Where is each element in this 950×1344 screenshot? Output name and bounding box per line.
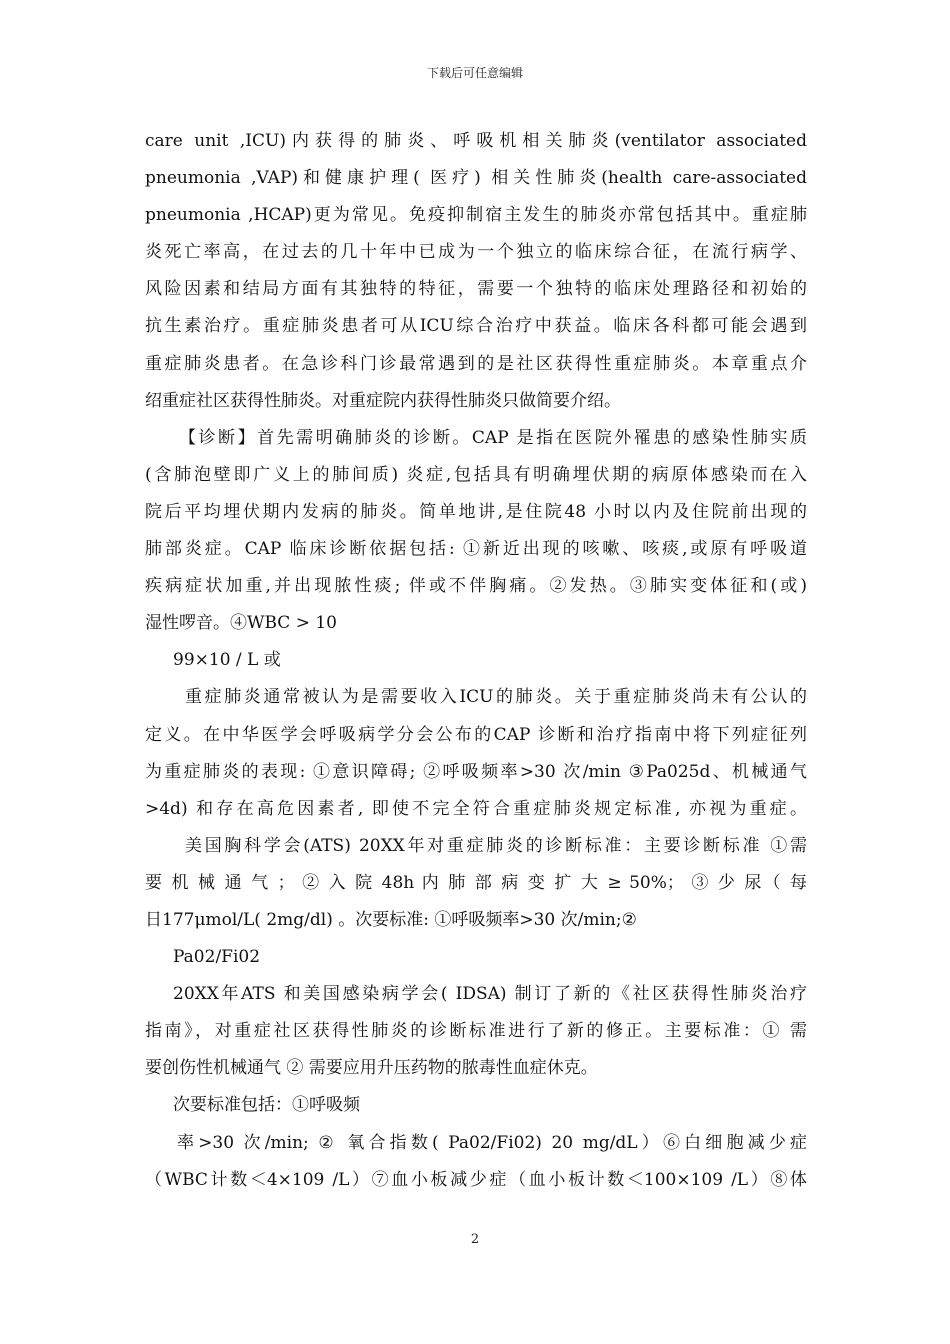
text-line: 炎死亡率高，在过去的几十年中已成为一个独立的临床综合征，在流行病学、 bbox=[145, 242, 807, 263]
text-line: 定义。在中华医学会呼吸病学分会公布的CAP 诊断和治疗指南中将下列症征列 bbox=[145, 724, 807, 745]
text-line: （WBC计数＜4×109 /L）⑦血小板减少症（血小板计数＜100×109 /L）⑧体 bbox=[145, 1169, 807, 1190]
text-line: 20XX年ATS 和美国感染病学会( IDSA) 制订了新的《社区获得性肺炎治疗 bbox=[173, 984, 807, 1005]
text-line: (含肺泡壁即广义上的肺间质) 炎症,包括具有明确埋伏期的病原体感染而在入 bbox=[145, 464, 807, 485]
text-line: 院后平均埋伏期内发病的肺炎。简单地讲,是住院48 小时以内及住院前出现的 bbox=[145, 501, 807, 522]
text-line: 肺部炎症。CAP 临床诊断依据包括: ①新近出现的咳嗽、咳痰,或原有呼吸道 bbox=[145, 539, 807, 560]
text-line: 绍重症社区获得性肺炎。对重症院内获得性肺炎只做简要介绍。 bbox=[145, 390, 621, 411]
body-text bbox=[145, 123, 807, 1199]
text-line: 风险因素和结局方面有其独特的特征，需要一个独特的临床处理路径和初始的 bbox=[145, 279, 807, 300]
text-line: 美国胸科学会(ATS) 20XX年对重症肺炎的诊断标准：主要诊断标准 ①需 bbox=[185, 835, 807, 856]
text-line: 为重症肺炎的表现: ①意识障碍; ②呼吸频率>30 次/min ③Pa025d、机械通气 bbox=[145, 761, 807, 782]
text-line: 湿性啰音。④WBC > 10 bbox=[145, 613, 337, 634]
text-line: Pa02/Fi02 bbox=[173, 947, 261, 968]
page-header: 下载后可任意编辑 bbox=[426, 66, 523, 80]
text-line: care unit ,ICU)内获得的肺炎、呼吸机相关肺炎(ventilator associated bbox=[145, 131, 807, 151]
text-line: pneumonia ,VAP)和健康护理( 医疗) 相关性肺炎(health care‑associated bbox=[145, 168, 807, 189]
text-line: 要 机 械 通 气 ； ② 入 院 48h 内 肺 部 病 变 扩 大 ≥ 50%； ③ 少 尿（ 每 bbox=[145, 872, 807, 893]
text-line: 99×10 / L 或 bbox=[173, 650, 281, 671]
text-line: 抗生素治疗。重症肺炎患者可从ICU综合治疗中获益。临床各科都可能会遇到 bbox=[145, 316, 807, 337]
text-line: 日177μmol/L( 2mg/dl) 。次要标准: ①呼吸频率>30 次/min;② bbox=[145, 909, 637, 930]
text-line: 重症肺炎患者。在急诊科门诊最常遇到的是社区获得性重症肺炎。本章重点介 bbox=[145, 353, 807, 374]
text-line: >4d) 和存在高危因素者, 即使不完全符合重症肺炎规定标准, 亦视为重症。 bbox=[145, 798, 807, 819]
text-line: 次要标准包括：①呼吸频 bbox=[173, 1095, 360, 1116]
text-line: 重症肺炎通常被认为是需要收入ICU的肺炎。关于重症肺炎尚未有公认的 bbox=[185, 687, 807, 708]
text-line: pneumonia ,HCAP)更为常见。免疫抑制宿主发生的肺炎亦常包括其中。重症肺 bbox=[145, 205, 807, 226]
text-line: 疾病症状加重,并出现脓性痰; 伴或不伴胸痛。②发热。③肺实变体征和(或) bbox=[145, 576, 807, 597]
text-line: 指南》，对重症社区获得性肺炎的诊断标准进行了新的修正。主要标准：① 需 bbox=[145, 1021, 807, 1042]
page-number: 2 bbox=[470, 1232, 480, 1247]
text-line: 【诊断】首先需明确肺炎的诊断。CAP 是指在医院外罹患的感染性肺实质 bbox=[179, 427, 807, 448]
text-line: 率>30 次/min; ② 氧合指数( Pa02/Fi02) 20 mg/dL）⑥白细胞减少症 bbox=[177, 1132, 807, 1153]
text-line: 要创伤性机械通气 ② 需要应用升压药物的脓毒性血症休克。 bbox=[145, 1058, 598, 1079]
